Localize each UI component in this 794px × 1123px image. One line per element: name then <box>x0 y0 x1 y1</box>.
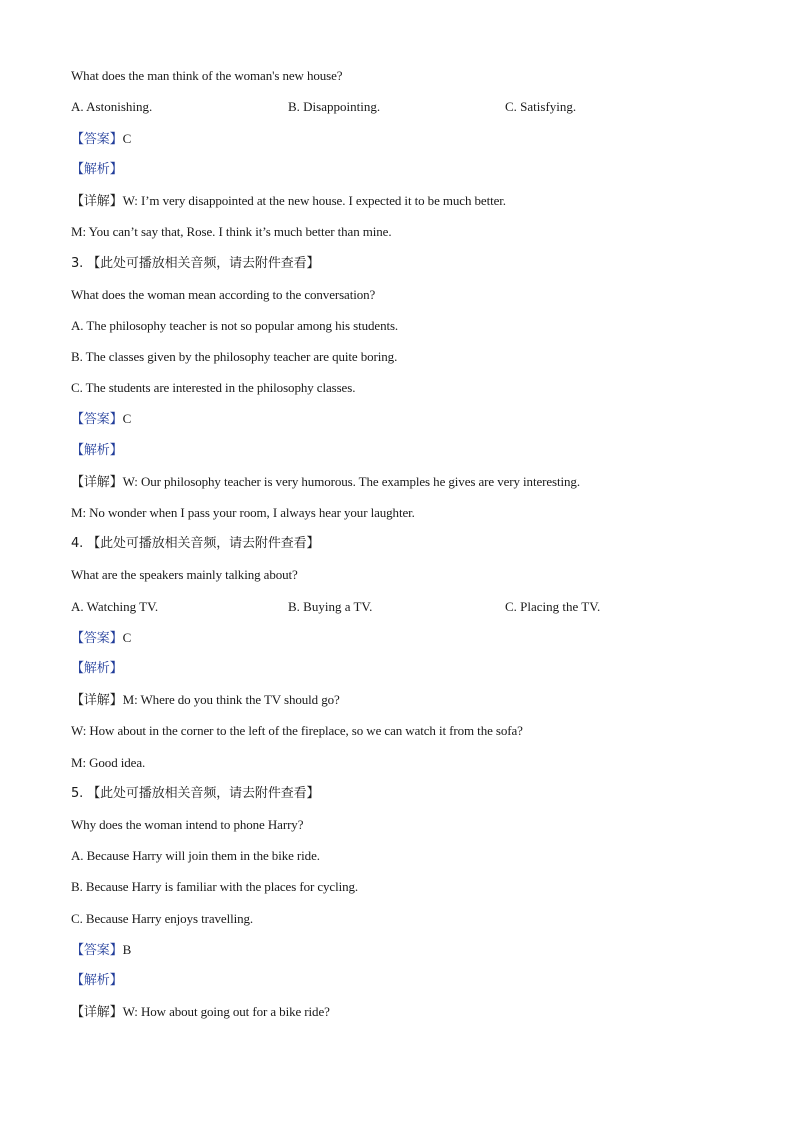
answer-tag: 【答案】 <box>71 943 123 958</box>
detail-text: W: How about going out for a bike ride? <box>122 1004 330 1019</box>
q5-answer <box>71 942 131 959</box>
q4-option-c: C. Placing the TV. <box>505 599 601 614</box>
q3-option-a: A. The philosophy teacher is not so popular among his students. <box>71 318 399 333</box>
q5-option-c: C. Because Harry enjoys travelling. <box>71 911 254 926</box>
q4-detail <box>71 692 340 709</box>
q4-heading: 4. 【此处可播放相关音频，请去附件查看】 <box>71 536 320 551</box>
q3-detail <box>71 474 580 491</box>
q4-answer <box>71 630 131 647</box>
q4-option-b: B. Buying a TV. <box>288 599 373 614</box>
q3-analysis-tag: 【解析】 <box>71 443 123 458</box>
q2-detail <box>71 193 506 210</box>
answer-tag: 【答案】 <box>71 412 123 427</box>
q5-option-a: A. Because Harry will join them in the bike ride. <box>71 848 320 863</box>
detail-tag: 【详解】 <box>71 1005 123 1020</box>
q2-answer <box>71 131 131 148</box>
q4-line-2: M: Good idea. <box>71 755 146 770</box>
q4-analysis-tag: 【解析】 <box>71 661 123 676</box>
answer-value: B <box>122 942 132 957</box>
q3-option-b: B. The classes given by the philosophy teacher are quite boring. <box>71 349 398 364</box>
detail-tag: 【详解】 <box>71 475 123 490</box>
answer-value: C <box>122 411 132 426</box>
detail-text: M: Where do you think the TV should go? <box>122 692 340 707</box>
q5-detail <box>71 1004 330 1021</box>
q5-heading: 5. 【此处可播放相关音频，请去附件查看】 <box>71 786 320 801</box>
answer-value: C <box>122 131 132 146</box>
q2-analysis-tag: 【解析】 <box>71 162 123 177</box>
detail-tag: 【详解】 <box>71 693 123 708</box>
detail-text: W: Our philosophy teacher is very humorous. The examples he gives are very interesting. <box>122 474 580 489</box>
answer-tag: 【答案】 <box>71 631 123 646</box>
q3-option-c: C. The students are interested in the philosophy classes. <box>71 380 356 395</box>
answer-tag: 【答案】 <box>71 132 123 147</box>
q4-question: What are the speakers mainly talking about? <box>71 567 298 582</box>
detail-text: W: I’m very disappointed at the new house. I expected it to be much better. <box>122 193 506 208</box>
q3-question: What does the woman mean according to the conversation? <box>71 287 376 302</box>
q2-line-1: M: You can’t say that, Rose. I think it’s much better than mine. <box>71 224 392 239</box>
q3-answer <box>71 411 131 428</box>
answer-value: C <box>122 630 132 645</box>
detail-tag: 【详解】 <box>71 194 123 209</box>
q4-line-1: W: How about in the corner to the left of the fireplace, so we can watch it from the sofa? <box>71 723 523 738</box>
q2-option-c: C. Satisfying. <box>505 99 577 114</box>
q3-heading: 3. 【此处可播放相关音频，请去附件查看】 <box>71 256 320 271</box>
q4-option-a: A. Watching TV. <box>71 599 159 614</box>
q2-option-b: B. Disappointing. <box>288 99 381 114</box>
q5-option-b: B. Because Harry is familiar with the places for cycling. <box>71 879 359 894</box>
q2-question: What does the man think of the woman's new house? <box>71 68 343 83</box>
q2-option-a: A. Astonishing. <box>71 99 153 114</box>
q3-line-1: M: No wonder when I pass your room, I always hear your laughter. <box>71 505 415 520</box>
q5-analysis-tag: 【解析】 <box>71 973 123 988</box>
q5-question: Why does the woman intend to phone Harry? <box>71 817 304 832</box>
